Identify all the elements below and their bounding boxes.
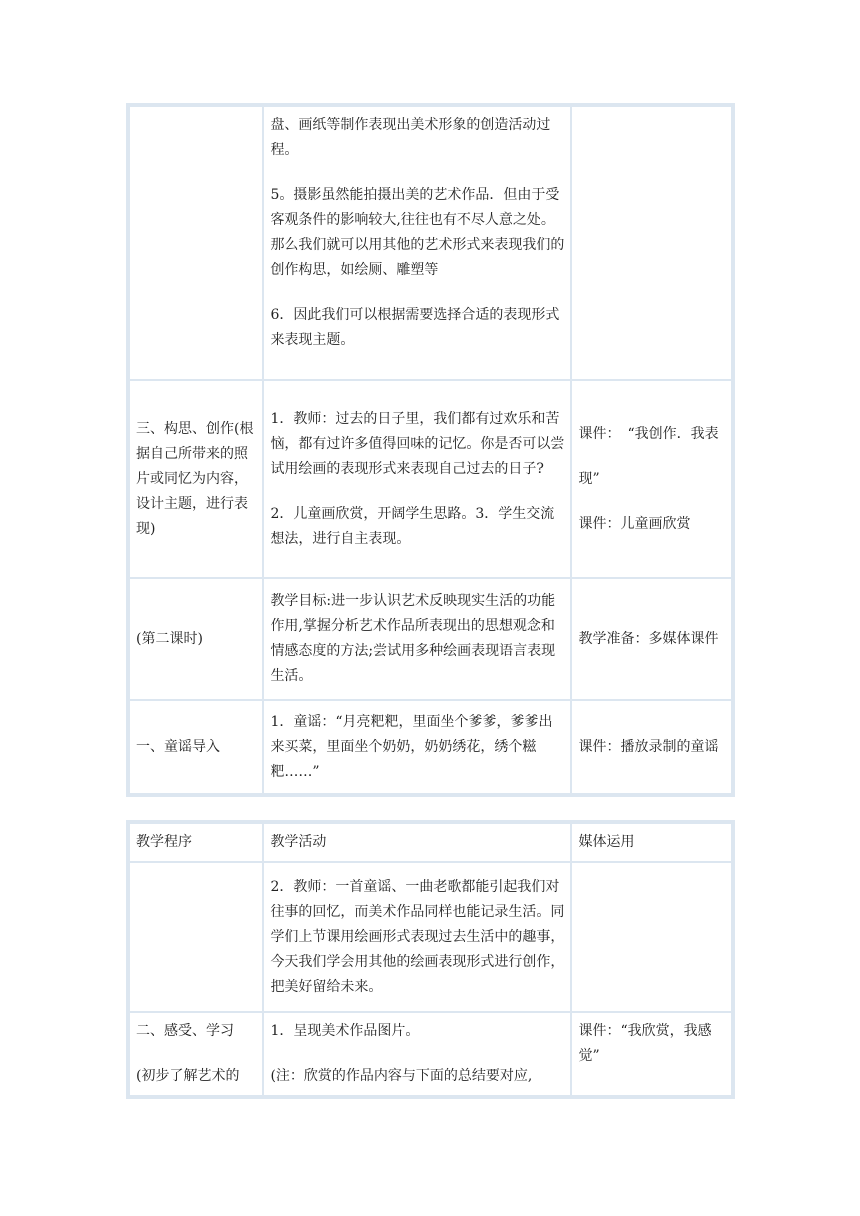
table-row xyxy=(129,700,732,794)
procedure-cell xyxy=(129,700,263,794)
activity-paragraph: 盘、画纸等制作表现出美术形象的创造活动过程。 xyxy=(270,117,551,158)
procedure-cell xyxy=(129,1012,263,1096)
media-text: 教学准备：多媒体课件 xyxy=(578,630,719,647)
media-text: 课件：播放录制的童谣 xyxy=(578,738,719,755)
lesson-table-2 xyxy=(126,820,735,1099)
header-cell-activity: 教学活动 xyxy=(263,823,571,862)
activity-paragraph: 1．呈现美术作品图片。 xyxy=(270,1023,420,1039)
activity-cell xyxy=(263,862,571,1012)
table-header-row xyxy=(129,823,732,862)
media-cell xyxy=(571,380,732,578)
lesson-table-1 xyxy=(126,103,735,797)
activity-cell xyxy=(263,578,571,700)
activity-paragraph: (注：欣赏的作品内容与下面的总结要对应, xyxy=(270,1068,533,1084)
activity-paragraph: 1．童谣：“月亮粑粑，里面坐个爹爹，爹爹出来买菜，里面坐个奶奶，奶奶绣花，绣个糍粑……” xyxy=(270,713,553,780)
activity-paragraph: 1．教师：过去的日子里，我们都有过欢乐和苦恼，都有过许多值得回味的记忆。你是否可以尝试用绘画的表现形式来表现自己过去的日子? xyxy=(270,410,565,477)
procedure-text: 二、感受、学习 xyxy=(136,1023,234,1039)
activity-cell xyxy=(263,380,571,578)
media-text: 课件： “我创作．我表 xyxy=(578,425,719,442)
table-row xyxy=(129,862,732,1012)
media-cell xyxy=(571,700,732,794)
activity-paragraph: 教学目标:进一步认识艺术反映现实生活的功能作用,掌握分析艺术作品所表现出的思想观念和情感态度的方法;尝试用多种绘画表现语言表现生活。 xyxy=(270,593,556,684)
media-text: 课件：“我欣赏，我感觉” xyxy=(578,1023,712,1064)
table-row xyxy=(129,380,732,578)
activity-cell xyxy=(263,700,571,794)
procedure-text: (第二课时) xyxy=(136,630,203,647)
media-text: 课件：儿童画欣赏 xyxy=(578,515,691,532)
procedure-text: 一、童谣导入 xyxy=(136,738,220,755)
table-row xyxy=(129,578,732,700)
activity-cell xyxy=(263,1012,571,1096)
table-row xyxy=(129,106,732,380)
media-cell xyxy=(571,862,732,1012)
procedure-cell xyxy=(129,380,263,578)
media-text: 现” xyxy=(578,470,600,487)
media-cell xyxy=(571,1012,732,1096)
header-cell-media: 媒体运用 xyxy=(571,823,732,862)
procedure-text: (初步了解艺术的 xyxy=(136,1068,240,1084)
procedure-cell xyxy=(129,578,263,700)
procedure-text: 三、构思、创作(根据自己所带来的照片或同忆为内容，设计主题，进行表现) xyxy=(136,420,254,537)
media-cell xyxy=(571,578,732,700)
media-cell xyxy=(571,106,732,380)
activity-paragraph: 6．因此我们可以根据需要选择合适的表现形式来表现主题。 xyxy=(270,307,560,348)
activity-cell xyxy=(263,106,571,380)
procedure-cell xyxy=(129,862,263,1012)
header-cell-procedure: 教学程序 xyxy=(129,823,263,862)
procedure-cell xyxy=(129,106,263,380)
table-row xyxy=(129,1012,732,1096)
activity-paragraph: 5。摄影虽然能拍摄出美的艺术作品．但由于受客观条件的影响较大,往往也有不尽人意之处。那么我们就可以用其他的艺术形式来表现我们的创作构思，如绘厕、雕塑等 xyxy=(270,187,565,278)
activity-paragraph: 2．儿童画欣赏，开阔学生思路。3．学生交流想法，进行自主表现。 xyxy=(270,505,555,547)
activity-paragraph: 2．教师：一首童谣、一曲老歌都能引起我们对往事的回忆，而美术作品同样也能记录生活。同学们上节课用绘画形式表现过去生活中的趣事，今天我们学会用其他的绘画表现形式进行创作，把美好留给未来。 xyxy=(270,878,565,995)
